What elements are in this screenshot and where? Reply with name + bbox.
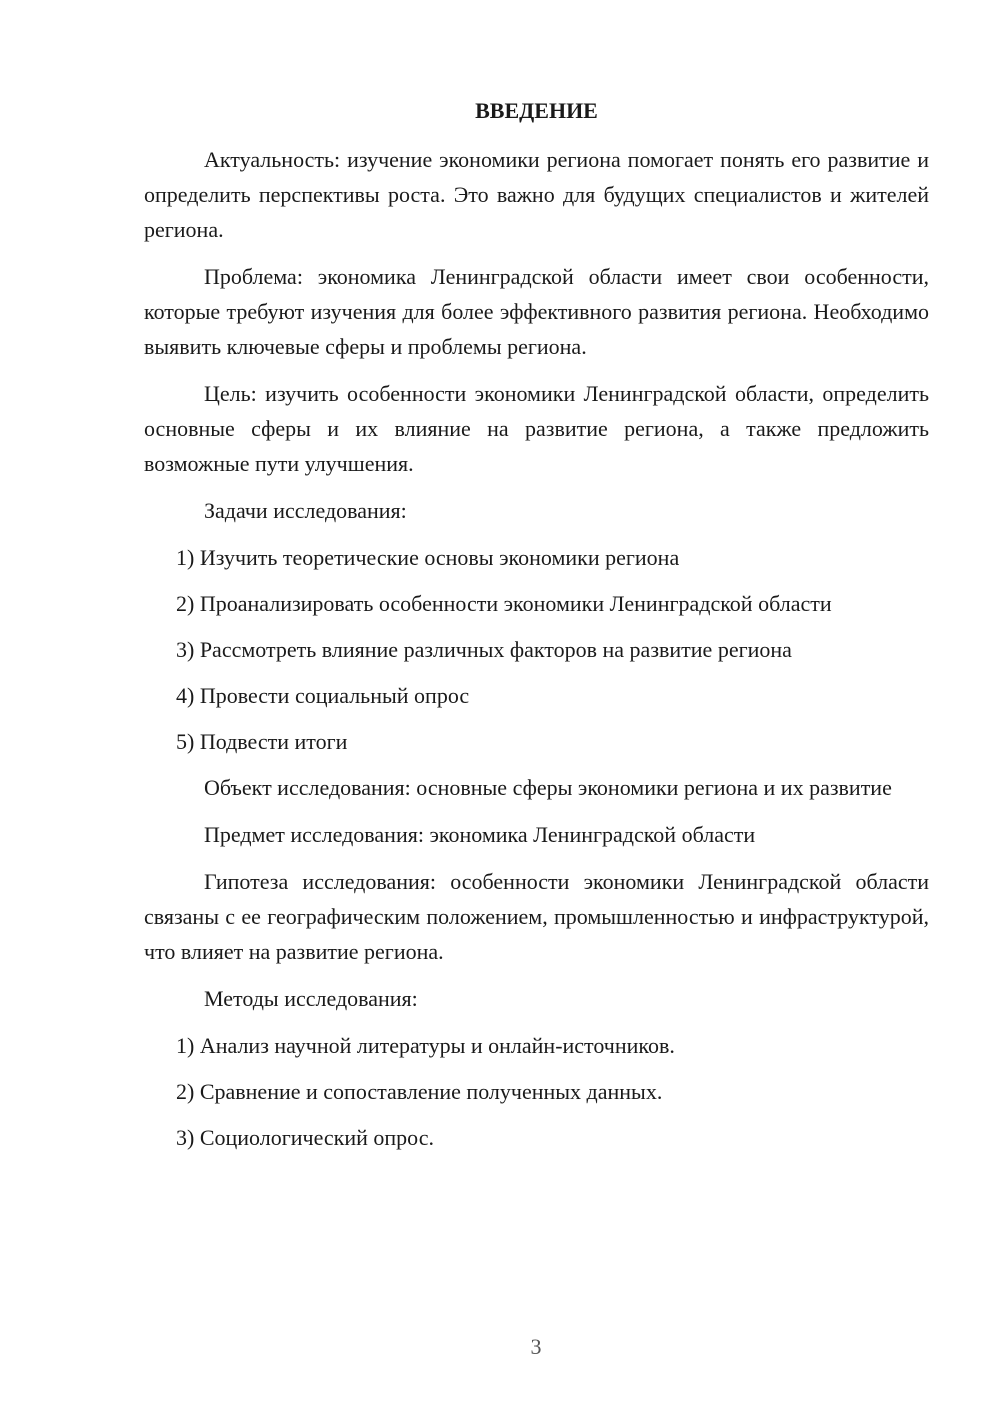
method-item-text: 3) Социологический опрос. (176, 1125, 434, 1150)
method-item-text: 2) Сравнение и сопоставление полученных данных. (176, 1079, 663, 1104)
task-item-text: 1) Изучить теоретические основы экономики региона (176, 545, 680, 570)
method-item (144, 1028, 929, 1063)
task-item (144, 586, 929, 621)
method-item (144, 1074, 929, 1109)
method-item (144, 1120, 929, 1155)
tasks-heading: Задачи исследования: (204, 498, 407, 523)
object-paragraph: Объект исследования: основные сферы экономики региона и их развитие (204, 775, 892, 800)
hypothesis-paragraph: Гипотеза исследования: особенности экономики Ленинградской области связаны с ее географическим положением, промышленностью и инфраструктурой, что влияет на развитие региона. (144, 869, 929, 964)
task-item-text: 3) Рассмотреть влияние различных факторов на развитие региона (176, 637, 792, 662)
problem-paragraph: Проблема: экономика Ленинградской области имеет свои особенности, которые требуют изучения для более эффективного развития региона. Необходимо выявить ключевые сферы и проблемы региона. (144, 264, 929, 359)
task-item-text: 4) Провести социальный опрос (176, 683, 470, 708)
relevance-paragraph: Актуальность: изучение экономики региона помогает понять его развитие и определить перспективы роста. Это важно для будущих специалистов и жителей региона. (144, 147, 929, 242)
task-item (144, 678, 929, 713)
page-number: 3 (530, 1334, 542, 1359)
document-body (144, 142, 929, 1166)
task-item (144, 540, 929, 575)
method-item-text: 1) Анализ научной литературы и онлайн-источников. (176, 1033, 675, 1058)
page-title: ВВЕДЕНИЕ (475, 98, 598, 123)
methods-heading: Методы исследования: (204, 986, 418, 1011)
task-item-text: 5) Подвести итоги (176, 729, 348, 754)
task-item (144, 632, 929, 667)
subject-paragraph: Предмет исследования: экономика Ленинградской области (204, 822, 756, 847)
task-item (144, 724, 929, 759)
goal-paragraph: Цель: изучить особенности экономики Ленинградской области, определить основные сферы и их влияние на развитие региона, а также предложить возможные пути улучшения. (144, 381, 929, 476)
task-item-text: 2) Проанализировать особенности экономики Ленинградской области (176, 591, 832, 616)
